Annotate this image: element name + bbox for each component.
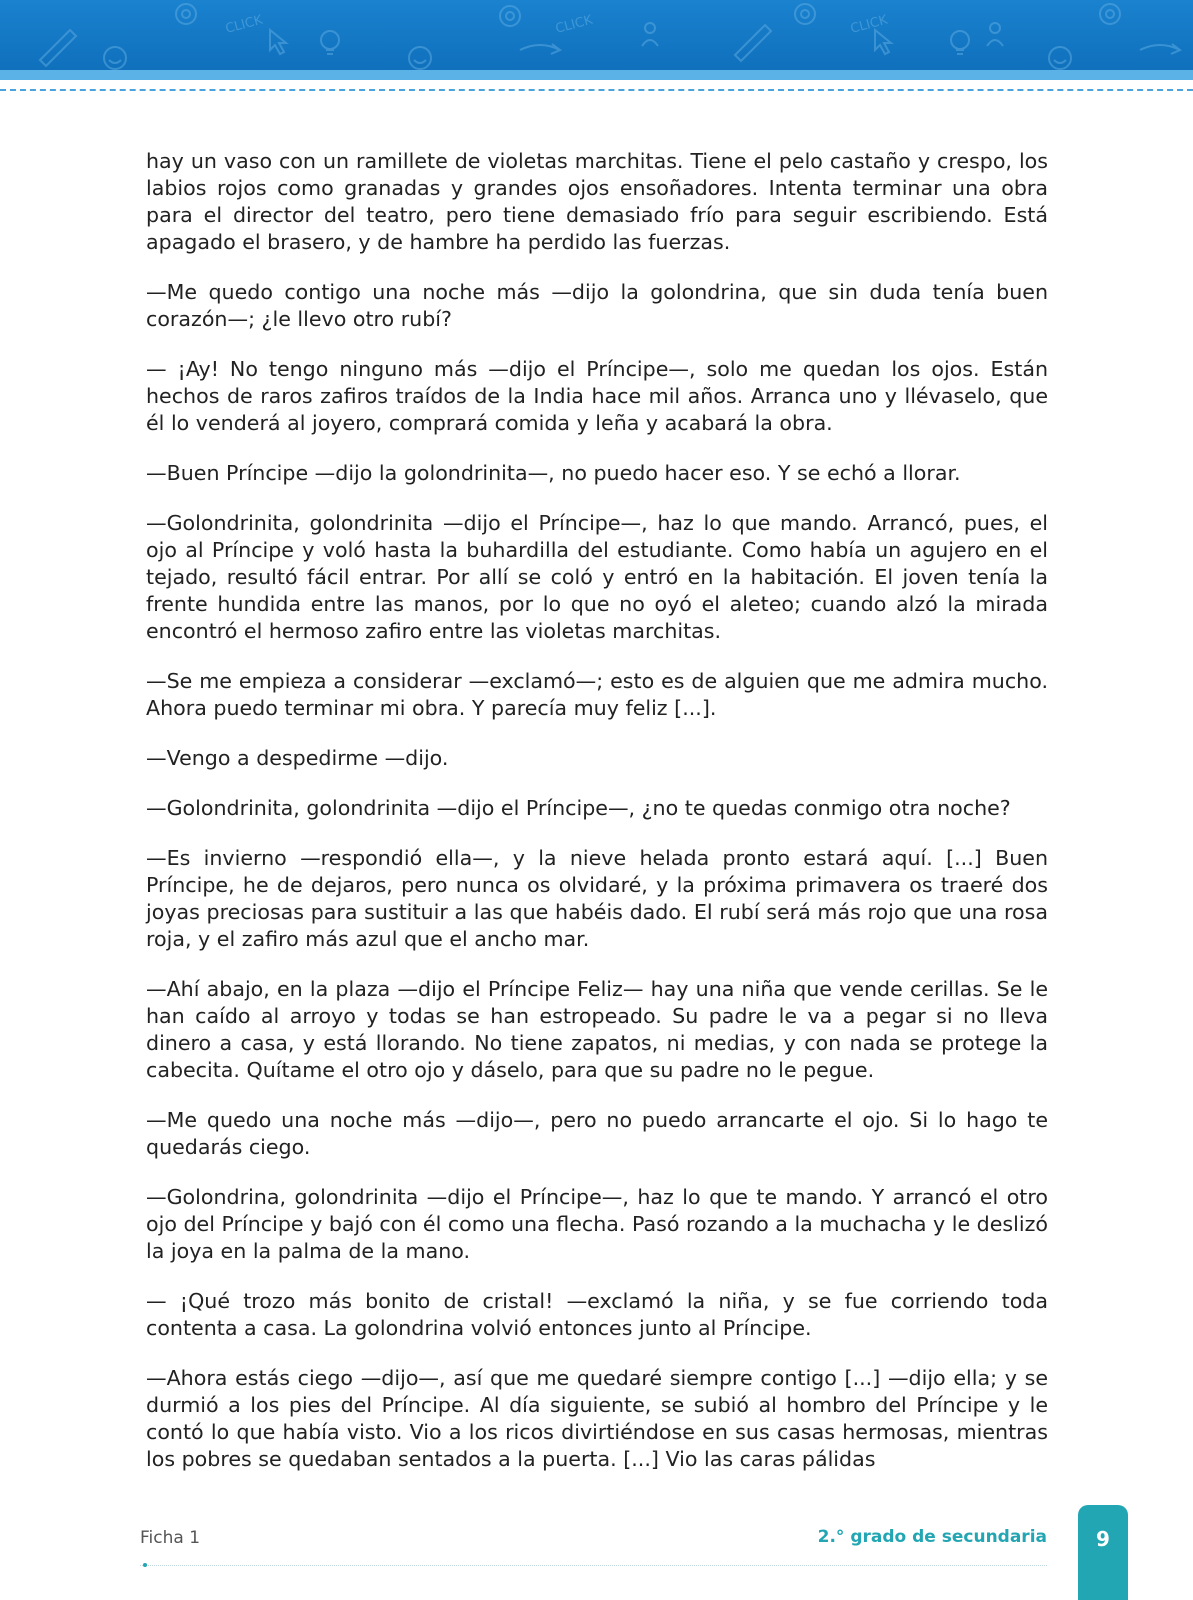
dashed-divider — [0, 89, 1193, 91]
paragraph: —Se me empieza a considerar —exclamó—; esto es de alguien que me admira mucho. Ahora puedo terminar mi obra. Y parecía muy feliz [...]. — [146, 669, 1048, 720]
cursor-icon — [270, 30, 286, 54]
lightbulb-icon — [321, 31, 339, 54]
header-banner — [0, 0, 1193, 74]
paragraph: —Me quedo una noche más —dijo—, pero no puedo arrancarte el ojo. Si lo hago te quedarás ciego. — [146, 1108, 1048, 1159]
pencil-icon — [40, 30, 76, 66]
paragraph: —Buen Príncipe —dijo la golondrinita—, no puedo hacer eso. Y se echó a llorar. — [146, 461, 961, 485]
paragraph: —Ahora estás ciego —dijo—, así que me quedaré siempre contigo [...] —dijo ella; y se durmió a los pies del Príncipe. Al día siguiente, se subió al hombro del Príncipe y le contó lo que había visto. Vio a los ricos divirtiéndose en sus casas hermosas, mientras los pobres se quedaban sentados a la puerta. [...] Vio las caras pálidas — [146, 1366, 1048, 1471]
paragraph: —Es invierno —respondió ella—, y la nieve helada pronto estará aquí. [...] Buen Príncipe, he de dejaros, pero nunca os olvidaré, y la próxima primavera os traeré dos joyas preciosas para sustituir a las que habéis dado. El rubí será más rojo que una rosa roja, y el zafiro más azul que el ancho mar. — [146, 846, 1048, 951]
smiley-icon — [409, 47, 431, 69]
paragraph: —Golondrinita, golondrinita —dijo el Príncipe—, haz lo que mando. Arrancó, pues, el ojo al Príncipe y voló hasta la buhardilla del estudiante. Como había un agujero en el tejado, resultó fácil entrar. Por allí se coló y entró en la habitación. El joven tenía la frente hundida entre las manos, por lo que no oyó el aleteo; cuando alzó la mirada encontró el hermoso zafiro entre las violetas marchitas. — [146, 511, 1048, 643]
paragraph: — ¡Qué trozo más bonito de cristal! —exclamó la niña, y se fue corriendo toda contenta a casa. La golondrina volvió entonces junto al Príncipe. — [146, 1289, 1048, 1340]
paragraph: —Golondrinita, golondrinita —dijo el Príncipe—, ¿no te quedas conmigo otra noche? — [146, 796, 1011, 820]
click-doodle: CLICK — [553, 12, 595, 37]
gear-icon — [500, 6, 520, 26]
gear-icon — [795, 4, 815, 24]
story-text — [146, 148, 1048, 1496]
paragraph: —Ahí abajo, en la plaza —dijo el Príncipe Feliz— hay una niña que vende cerillas. Se le han caído al arroyo y todas se han estropeado. Su padre le va a pegar si no lleva dinero a casa, y está llorando. No tiene zapatos, ni medias, y con nada se protege la cabecita. Quítame el otro ojo y dáselo, para que su padre no le pegue. — [146, 977, 1048, 1082]
paragraph: —Golondrina, golondrinita —dijo el Príncipe—, haz lo que te mando. Y arrancó el otro ojo del Príncipe y bajó con él como una flecha. Pasó rozando a la muchacha y le deslizó la joya en la palma de la mano. — [146, 1185, 1048, 1263]
grade-label: 2.° grado de secundaria — [817, 1527, 1047, 1547]
click-doodle: CLICK — [848, 12, 890, 37]
click-doodle: CLICK — [223, 12, 265, 37]
paragraph: —Me quedo contigo una noche más —dijo la golondrina, que sin duda tenía buen corazón—; ¿le llevo otro rubí? — [146, 280, 1048, 331]
paragraph: hay un vaso con un ramillete de violetas marchitas. Tiene el pelo castaño y crespo, los labios rojos como granadas y grandes ojos ensoñadores. Intenta terminar una obra para el director del teatro, pero tiene demasiado frío para seguir escribiendo. Está apagado el brasero, y de hambre ha perdido las fuerzas. — [146, 149, 1048, 254]
person-icon — [642, 23, 658, 46]
pencil-icon — [735, 25, 771, 61]
paragraph: — ¡Ay! No tengo ninguno más —dijo el Príncipe—, solo me quedan los ojos. Están hechos de raros zafiros traídos de la India hace mil años. Arranca uno y llévaselo, que él lo venderá al joyero, comprará comida y leña y acabará la obra. — [146, 357, 1048, 435]
footer-divider — [140, 1565, 1047, 1566]
page-number-tab — [1078, 1505, 1128, 1600]
banner-doodles — [0, 0, 1193, 74]
banner-stripe — [0, 70, 1193, 80]
arrow-icon — [1140, 44, 1180, 54]
gear-icon — [176, 4, 196, 24]
paragraph: —Vengo a despedirme —dijo. — [146, 746, 449, 770]
footer-dot — [143, 1563, 147, 1567]
section-label: Ficha 1 — [140, 1528, 201, 1548]
smiley-icon — [1049, 47, 1071, 69]
page-number: 9 — [1096, 1527, 1110, 1551]
smiley-icon — [104, 47, 126, 69]
arrow-icon — [520, 44, 560, 54]
lightbulb-icon — [951, 31, 969, 54]
gear-icon — [1100, 4, 1120, 24]
person-icon — [987, 23, 1003, 46]
cursor-icon — [875, 30, 891, 54]
